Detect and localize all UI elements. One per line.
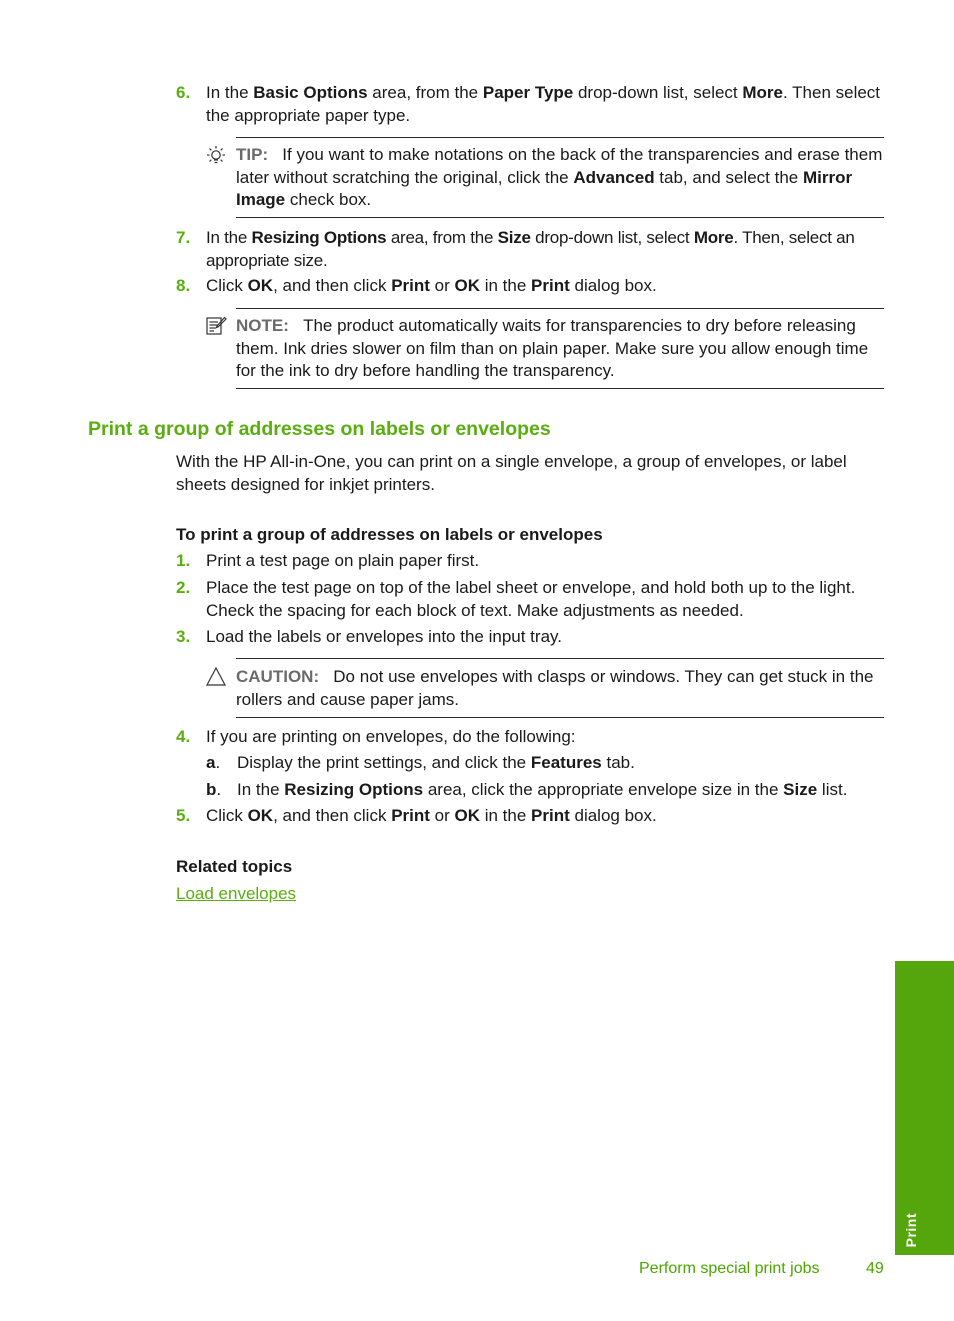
text-run: dialog box. xyxy=(569,276,657,295)
text-run: . Then, select an appropriate size. xyxy=(206,228,855,270)
ui-term: Print xyxy=(531,806,570,825)
step-5-text xyxy=(206,805,886,828)
text-run: area, click the appropriate envelope size in the xyxy=(423,780,784,799)
related-topics-title: Related topics xyxy=(176,857,293,876)
text-run: drop-down list, select xyxy=(573,83,743,102)
text-run: area, from the xyxy=(386,228,498,247)
text-run: The product automatically waits for transparencies to dry before releasing them. Ink dries slower on film than on plain paper. Make sure you allow enough time for the ink to dry before handling the transparency. xyxy=(236,316,869,380)
chapter-tab-label: Print xyxy=(903,1212,919,1247)
text-run: Display the print settings, and click the xyxy=(237,753,531,772)
text-run: Click xyxy=(206,276,248,295)
ui-term: Resizing Options xyxy=(284,780,424,799)
ui-term: Size xyxy=(783,780,818,799)
text-run: dialog box. xyxy=(569,806,657,825)
note-label: NOTE: xyxy=(236,316,289,335)
ui-term: Mirror Image xyxy=(236,167,853,209)
text-run: Click xyxy=(206,806,248,825)
substep-letter: b xyxy=(206,780,217,799)
text-run: In the xyxy=(206,228,252,247)
caution-label: CAUTION: xyxy=(236,667,320,686)
ui-term: OK xyxy=(247,276,274,295)
text-run: , and then click xyxy=(273,806,392,825)
ui-term: Features xyxy=(530,753,602,772)
step-number: 1. xyxy=(176,551,191,570)
text-run: tab, and select the xyxy=(654,167,803,187)
text-run: area, from the xyxy=(367,83,483,102)
text-run: or xyxy=(429,806,455,825)
substep-punct: . xyxy=(215,753,221,772)
chapter-side-tab xyxy=(895,961,954,1255)
ui-term: Size xyxy=(497,228,531,247)
step-6-text xyxy=(206,82,886,127)
text-run: In the xyxy=(237,780,285,799)
substep-letter: a xyxy=(206,753,216,772)
step-8-text xyxy=(206,275,886,298)
tip-label: TIP: xyxy=(236,145,269,164)
text-run: in the xyxy=(479,276,532,295)
load-envelopes-link[interactable]: Load envelopes xyxy=(176,884,297,903)
caution-text xyxy=(236,666,886,711)
warning-triangle-icon xyxy=(205,666,227,688)
substep-b xyxy=(206,779,848,802)
caution-top-rule xyxy=(236,658,884,659)
step-4-text: If you are printing on envelopes, do the following: xyxy=(206,727,576,746)
step-number: 5. xyxy=(176,806,191,825)
text-run: check box. xyxy=(285,190,372,209)
text-run: Do not use envelopes with clasps or windows. They can get stuck in the rollers and cause paper jams. xyxy=(236,667,874,709)
ui-term: Paper Type xyxy=(482,83,574,102)
substep-a xyxy=(206,752,635,775)
ui-term: Print xyxy=(391,276,430,295)
page-number: 49 xyxy=(866,1260,884,1277)
caution-bottom-rule xyxy=(236,717,884,718)
step-number: 8. xyxy=(176,276,191,295)
note-top-rule xyxy=(236,308,884,309)
ui-term: OK xyxy=(247,806,274,825)
lightbulb-icon xyxy=(205,145,227,167)
step-number: 7. xyxy=(176,228,191,247)
step-number: 2. xyxy=(176,578,191,597)
ui-term: More xyxy=(693,228,734,247)
ui-term: Basic Options xyxy=(253,83,368,102)
note-pad-icon xyxy=(205,315,227,337)
step-1-text: Print a test page on plain paper first. xyxy=(206,551,480,570)
footer-section-title: Perform special print jobs xyxy=(639,1260,820,1277)
text-run: list. xyxy=(817,780,848,799)
text-run: tab. xyxy=(601,753,635,772)
tip-text xyxy=(236,144,886,212)
step-number: 6. xyxy=(176,83,191,102)
ui-term: OK xyxy=(454,276,480,295)
tip-bottom-rule xyxy=(236,217,884,218)
step-7-text xyxy=(206,227,886,272)
substep-punct: . xyxy=(216,780,222,799)
tip-top-rule xyxy=(236,137,884,138)
substep-text xyxy=(237,779,847,802)
text-run: , and then click xyxy=(273,276,392,295)
text-run: . Then select the appropriate paper type. xyxy=(206,83,881,125)
procedure-title: To print a group of addresses on labels or envelopes xyxy=(176,525,603,544)
note-bottom-rule xyxy=(236,388,884,389)
section-intro: With the HP All-in-One, you can print on a single envelope, a group of envelopes, or label sheets designed for inkjet printers. xyxy=(176,452,847,494)
step-number: 4. xyxy=(176,727,191,746)
ui-term: OK xyxy=(454,806,480,825)
text-run: In the xyxy=(206,83,254,102)
ui-term: Print xyxy=(391,806,430,825)
text-run: drop-down list, select xyxy=(530,228,694,247)
text-run: or xyxy=(429,276,455,295)
ui-term: Advanced xyxy=(573,167,655,187)
substep-text xyxy=(237,752,635,775)
step-number: 3. xyxy=(176,627,191,646)
step-2-text: Place the test page on top of the label sheet or envelope, and hold both up to the light. Check the spacing for each block of text. Make adjustments as needed. xyxy=(206,578,856,620)
ui-term: More xyxy=(742,83,784,102)
note-text xyxy=(236,315,886,383)
text-run: If you want to make notations on the back of the transparencies and erase them later without scratching the original, click the xyxy=(236,145,883,187)
text-run: in the xyxy=(479,806,532,825)
ui-term: Print xyxy=(531,276,570,295)
step-3-text: Load the labels or envelopes into the input tray. xyxy=(206,627,562,646)
section-heading: Print a group of addresses on labels or envelopes xyxy=(88,418,551,440)
ui-term: Resizing Options xyxy=(251,228,387,247)
